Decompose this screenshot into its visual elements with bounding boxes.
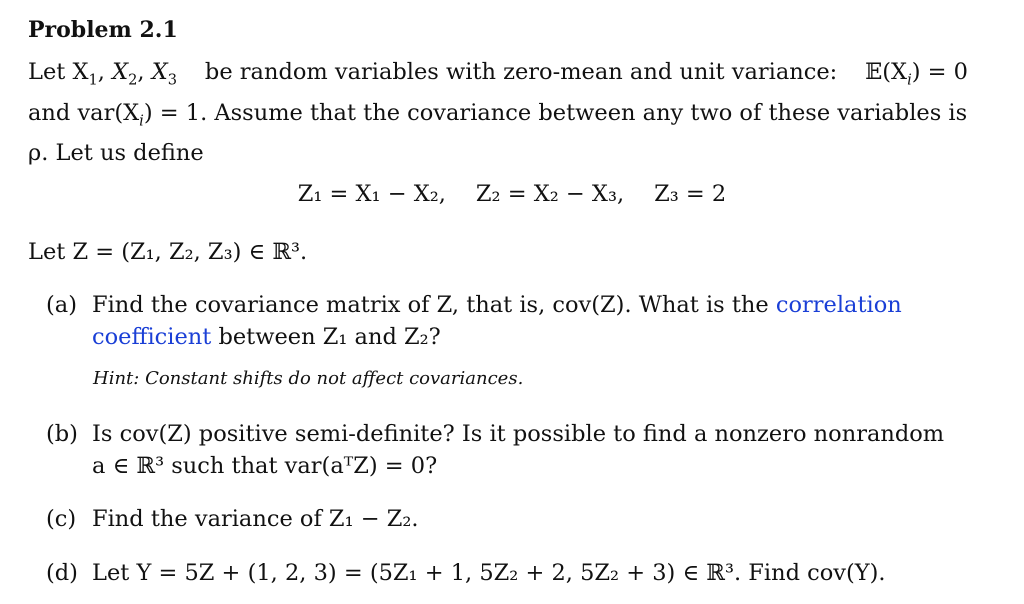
- intro-line-3: ρ. Let us define: [28, 140, 204, 166]
- definition-equation: [0, 178, 1024, 210]
- part-a-text-2: between Z₁ and Z₂?: [218, 324, 441, 350]
- intro-vars: Let $X_1$, $X_2$, $X_3$: [28, 59, 178, 89]
- equation-z1: Z₁ = X₁ − X₂,: [297, 181, 446, 207]
- part-c: [46, 503, 419, 535]
- part-d-text: Let Y = 5Z + (1, 2, 3) = (5Z₁ + 1, 5Z₂ + 2, 5Z₂ + 3) ∈ ℝ³. Find cov(Y).: [92, 560, 886, 586]
- part-b-label: (b): [46, 421, 78, 447]
- hint-text: Hint: Constant shifts do not affect covariances.: [93, 368, 524, 389]
- intro-line-2: [28, 97, 968, 138]
- part-d: [46, 557, 886, 589]
- equation-z3: Z₃ = 2: [654, 181, 727, 207]
- problem-intro: [28, 56, 968, 169]
- coefficient-link[interactable]: coefficient: [92, 324, 212, 350]
- intro-text: be random variables with zero-mean and unit variance:: [204, 59, 838, 85]
- intro-line-1: [28, 56, 968, 97]
- part-a-text: Find the covariance matrix of Z, that is, cov(Z). What is the: [92, 292, 769, 318]
- part-d-label: (d): [46, 560, 78, 586]
- part-a: [46, 289, 902, 353]
- intro-expectation: $𝔼(X_i) = 0$: [865, 59, 968, 89]
- part-c-label: (c): [46, 506, 77, 532]
- let-z-statement: Let Z = (Z₁, Z₂, Z₃) ∈ ℝ³.: [28, 239, 308, 265]
- part-b-text: Is cov(Z) positive semi-definite? Is it possible to find a nonzero nonrandom: [92, 421, 945, 447]
- part-b: [46, 418, 944, 482]
- problem-title: Problem 2.1: [28, 17, 178, 43]
- part-b-text-2: a ∈ ℝ³ such that var(aᵀZ) = 0?: [92, 453, 438, 479]
- equation-z2: Z₂ = X₂ − X₃,: [475, 181, 625, 207]
- part-a-label: (a): [46, 292, 77, 318]
- correlation-link[interactable]: correlation: [775, 292, 902, 318]
- intro-var: and $var(X_i) = 1$. Assume that the covariance between any two of these variables is: [28, 99, 968, 129]
- part-c-text: Find the variance of Z₁ − Z₂.: [92, 506, 419, 532]
